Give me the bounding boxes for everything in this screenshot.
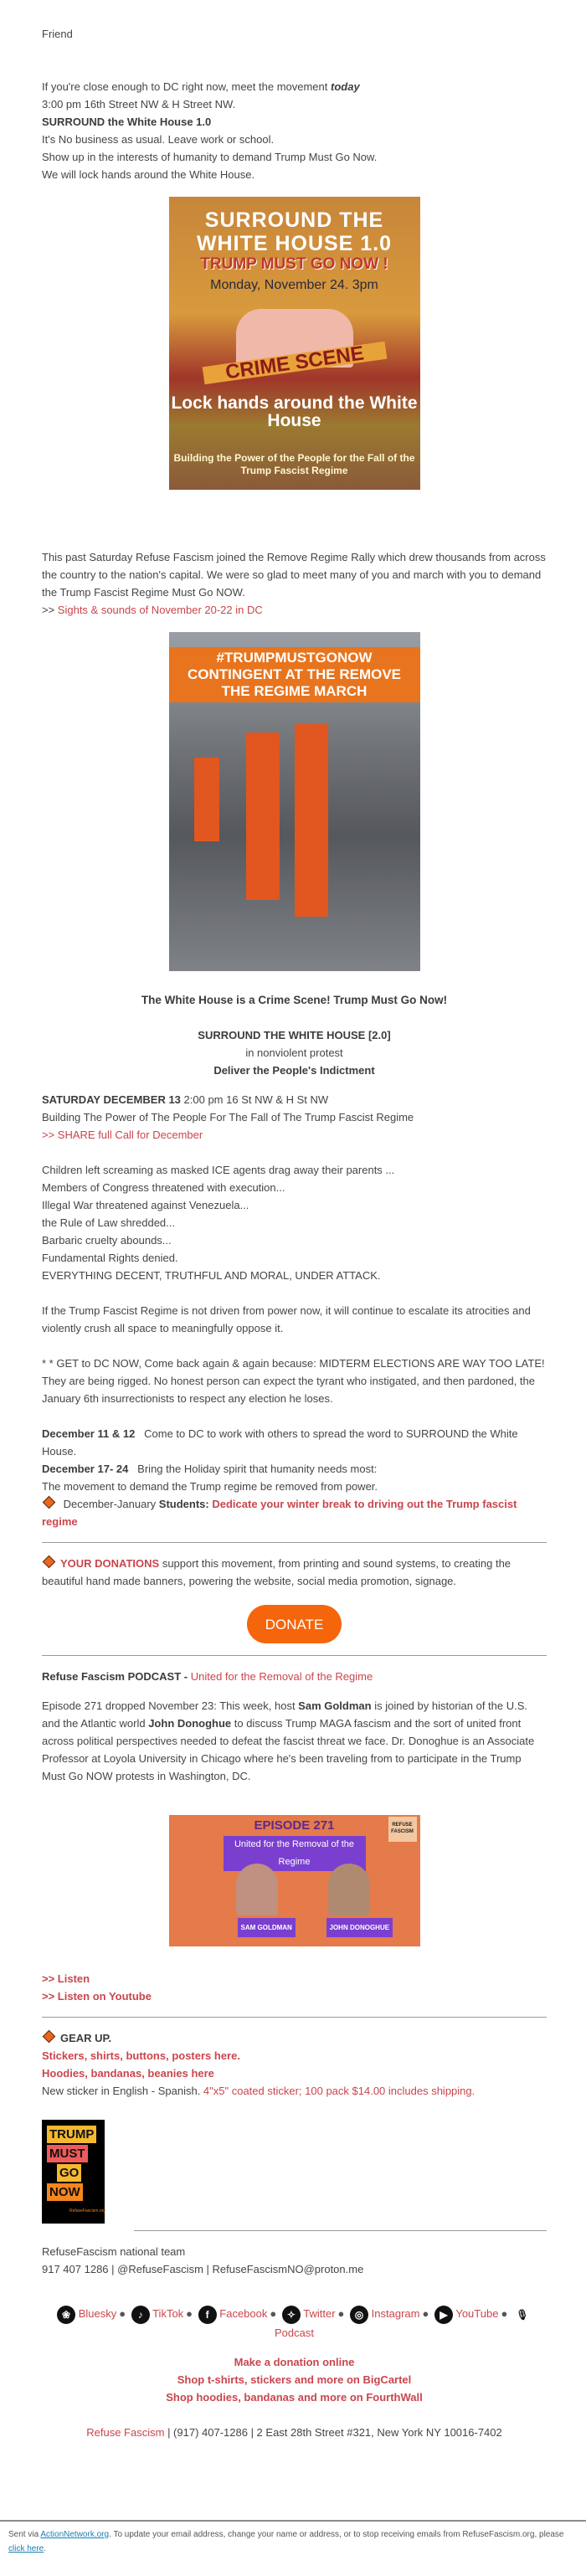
call-title: SURROUND THE WHITE HOUSE [2.0] [198, 1029, 391, 1041]
intro-line: We will lock hands around the White House. [42, 168, 255, 181]
social-links [42, 2305, 547, 2342]
signature-contact: 917 407 1286 | @RefuseFascism | RefuseFascismNO@proton.me [42, 2263, 364, 2275]
share-call-link[interactable] [42, 1129, 203, 1141]
schedule-text: Come to DC to work with others to spread the word to SURROUND the White House. [42, 1427, 522, 1458]
bigcartel-link[interactable]: Shop t-shirts, stickers and more on BigCartel [177, 2373, 412, 2386]
refuse-fascism-link[interactable]: Refuse Fascism [86, 2425, 165, 2439]
surround-poster-image[interactable] [169, 197, 420, 490]
podcast-text: Episode 271 dropped November 23: This week, host [42, 1699, 299, 1712]
share-call-label: SHARE full Call for December [57, 1129, 203, 1141]
schedule-text: December-January [63, 1498, 159, 1510]
social-label: Instagram [371, 2307, 420, 2320]
greeting: Friend [42, 28, 73, 40]
sticker-url: RefuseFascism.org [69, 2208, 106, 2214]
separator-dot: ● [422, 2307, 429, 2320]
donate-online-link[interactable]: Make a donation online [234, 2355, 355, 2368]
intro-line [42, 78, 547, 95]
schedule-text: Bring the Holiday spirit that humanity needs most: [128, 1463, 378, 1475]
social-label: Bluesky [78, 2307, 117, 2320]
podcast-description [42, 1697, 547, 1785]
call-sub: in nonviolent protest [245, 1046, 343, 1059]
host-name-tag: SAM GOLDMAN [238, 1918, 296, 1937]
twitter-link[interactable] [282, 2307, 336, 2320]
social-label: Twitter [303, 2307, 336, 2320]
footer-text: . To update your email address, change your name or address, or to stop receiving emails from RefuseFascism.org, please [109, 2530, 564, 2539]
atrocity-line: Illegal War threatened against Venezuela... [42, 1199, 249, 1211]
podcast-episode-link[interactable]: United for the Removal of the Regime [190, 1670, 373, 1683]
divider [42, 1655, 547, 1656]
signature-team: RefuseFascism national team [42, 2245, 186, 2258]
footer-text: Sent via [8, 2530, 41, 2539]
intro-emphasis: today [331, 80, 360, 93]
guest-photo [328, 1864, 370, 1915]
email-footer [0, 2520, 586, 2556]
poster-banner: CRIME SCENE [202, 342, 387, 384]
instagram-link[interactable] [350, 2307, 419, 2320]
atrocity-line: the Rule of Law shredded... [42, 1216, 175, 1229]
bluesky-link[interactable] [57, 2307, 116, 2320]
atrocity-line: Children left screaming as masked ICE agents drag away their parents ... [42, 1164, 395, 1176]
org-address: | (917) 407-1286 | 2 East 28th Street #321, New York NY 10016-7402 [164, 2425, 502, 2439]
get-to-dc-text: * * GET to DC NOW, Come back again & again because: MIDTERM ELECTIONS ARE WAY TOO LATE! [42, 1357, 545, 1370]
podcast-logo: REFUSE FASCISM [388, 1817, 417, 1842]
link-prefix: >> [42, 1129, 58, 1141]
episode-number: EPISODE 271 [254, 1818, 335, 1833]
separator-dot: ● [501, 2307, 508, 2320]
protest-sign [295, 724, 328, 917]
poster-slogan: Lock hands around the White House [171, 393, 418, 430]
rally-text: This past Saturday Refuse Fascism joined the Remove Regime Rally which drew thousands from across the country to the nation's capital. We were so glad to meet many of you and march with you to demand the Trump Fascist Regime Must Go NOW. [42, 551, 546, 599]
tiktok-icon: ♪ [131, 2306, 150, 2324]
diamond-bullet-icon [43, 1555, 56, 1569]
microphone-icon: 🎙 [516, 2308, 529, 2321]
tiktok-link[interactable] [131, 2307, 183, 2320]
sticker-word: TRUMP [47, 2126, 96, 2143]
separator-dot: ● [270, 2307, 277, 2320]
protest-sign [194, 758, 219, 841]
stickers-shirts-link[interactable]: Stickers, shirts, buttons, posters here. [42, 2049, 240, 2062]
unsubscribe-link[interactable]: click here [8, 2544, 44, 2553]
sticker-word: NOW [47, 2183, 83, 2201]
call-headline: The White House is a Crime Scene! Trump Must Go Now! [141, 994, 448, 1006]
photo-caption: #TRUMPMUSTGONOW CONTINGENT AT THE REMOVE THE REGIME MARCH [169, 647, 420, 702]
sticker-link[interactable]: 4"x5" coated sticker; 100 pack $14.00 includes shipping. [203, 2085, 475, 2097]
facebook-icon: f [198, 2306, 217, 2324]
youtube-link[interactable] [434, 2307, 498, 2320]
social-label: TikTok [152, 2307, 184, 2320]
podcast-host: Sam Goldman [298, 1699, 372, 1712]
diamond-bullet-icon [43, 2030, 56, 2044]
sticker-image[interactable] [42, 2120, 105, 2224]
listen-link[interactable]: >> Listen [42, 1972, 90, 1985]
donations-text: support this movement, from printing and sound systems, to creating the beautiful hand made banners, powering the website, social media promotion, signage. [42, 1557, 511, 1587]
atrocity-line: Members of Congress threatened with execution... [42, 1181, 285, 1194]
gear-up-title: GEAR UP. [60, 2032, 112, 2044]
divider [42, 2017, 547, 2018]
separator-dot: ● [337, 2307, 345, 2320]
march-photo[interactable] [169, 632, 420, 971]
intro-line: Show up in the interests of humanity to demand Trump Must Go Now. [42, 151, 378, 163]
facebook-link[interactable] [198, 2307, 268, 2320]
atrocity-line: EVERYTHING DECENT, TRUTHFUL AND MORAL, UNDER ATTACK. [42, 1269, 381, 1282]
schedule-date: December 17- 24 [42, 1463, 129, 1475]
escalate-text: If the Trump Fascist Regime is not driven from power now, it will continue to escalate its atrocities and violently crush all space to meaningfully oppose it. [42, 1304, 531, 1334]
podcast-episode-image[interactable] [169, 1815, 420, 1946]
separator-dot: ● [119, 2307, 126, 2320]
sticker-word: GO [57, 2164, 81, 2182]
hoodies-link[interactable]: Hoodies, bandanas, beanies here [42, 2067, 214, 2080]
episode-subtitle: United for the Removal of the Regime [224, 1836, 366, 1871]
call-date: SATURDAY DECEMBER 13 [42, 1093, 181, 1106]
donate-button[interactable]: DONATE [247, 1605, 342, 1643]
divider [42, 1542, 547, 1543]
your-donations-link[interactable]: YOUR DONATIONS [60, 1557, 160, 1570]
bluesky-icon: ❀ [57, 2306, 75, 2324]
twitter-icon: ✧ [282, 2306, 301, 2324]
intro-time: 3:00 pm 16th Street NW & H Street NW. [42, 98, 236, 111]
social-label: Podcast [275, 2326, 314, 2339]
footer-text: . [44, 2544, 47, 2553]
social-label: Facebook [219, 2307, 268, 2320]
schedule-date: December 11 & 12 [42, 1427, 136, 1440]
sights-sounds-link[interactable]: Sights & sounds of November 20-22 in DC [57, 604, 263, 616]
schedule-text: The movement to demand the Trump regime be removed from power. [42, 1480, 378, 1493]
atrocity-line: Fundamental Rights denied. [42, 1252, 178, 1264]
host-photo [236, 1864, 278, 1915]
actionnetwork-link[interactable]: ActionNetwork.org [40, 2530, 110, 2539]
podcast-title: Refuse Fascism PODCAST - [42, 1670, 191, 1683]
students-label: Students: [158, 1498, 209, 1510]
divider [134, 2230, 547, 2231]
sticker-text: New sticker in English - Spanish. [42, 2085, 203, 2097]
guest-name-tag: JOHN DONOGHUE [326, 1918, 393, 1937]
atrocity-line: Barbaric cruelty abounds... [42, 1234, 172, 1247]
poster-subtitle: TRUMP MUST GO NOW ! [200, 255, 388, 273]
podcast-text: to discuss Trump MAGA fascism and the sort of united front across political perspectives needed to defeat the fascist threat we face. Dr. Donoghue is an Associate Professor at Loyola University in Chicago where he's been traveling from to participate in the Trump Must Go NOW protests in Washington, DC. [42, 1717, 535, 1782]
link-prefix: >> [42, 604, 58, 616]
protest-sign [246, 733, 280, 900]
fourthwall-link[interactable]: Shop hoodies, bandanas and more on FourthWall [166, 2390, 423, 2404]
call-building: Building The Power of The People For The Fall of The Trump Fascist Regime [42, 1111, 414, 1123]
podcast-text: is joined by historian of the U.S. and the Atlantic world [42, 1699, 528, 1730]
intro-line: It's No business as usual. Leave work or school. [42, 133, 275, 146]
diamond-bullet-icon [43, 1496, 56, 1509]
social-label: YouTube [455, 2307, 499, 2320]
separator-dot: ● [186, 2307, 193, 2320]
podcast-guest: John Donoghue [148, 1717, 232, 1730]
intro-event-title: SURROUND the White House 1.0 [42, 116, 212, 128]
poster-title: SURROUND THE WHITE HOUSE 1.0 [196, 208, 393, 255]
youtube-icon: ▶ [434, 2306, 453, 2324]
rigged-text: They are being rigged. No honest person can expect the tyrant who instigated, and then pardoned, the January 6th insurrectionists to respect any election he loses. [42, 1375, 536, 1405]
poster-date: Monday, November 24. 3pm [210, 278, 378, 292]
instagram-icon: ◎ [350, 2306, 368, 2324]
intro-text: If you're close enough to DC right now, meet the movement [42, 80, 331, 93]
call-location: 2:00 pm 16 St NW & H St NW [180, 1093, 329, 1106]
poster-footer: Building the Power of the People for the Fall of the Trump Fascist Regime [173, 452, 415, 476]
listen-youtube-link[interactable]: >> Listen on Youtube [42, 1990, 152, 2003]
call-deliver: Deliver the People's Indictment [213, 1064, 375, 1077]
sticker-word: MUST [47, 2145, 88, 2162]
winter-break-link[interactable]: Dedicate your winter break to driving out the Trump fascist regime [42, 1498, 517, 1528]
